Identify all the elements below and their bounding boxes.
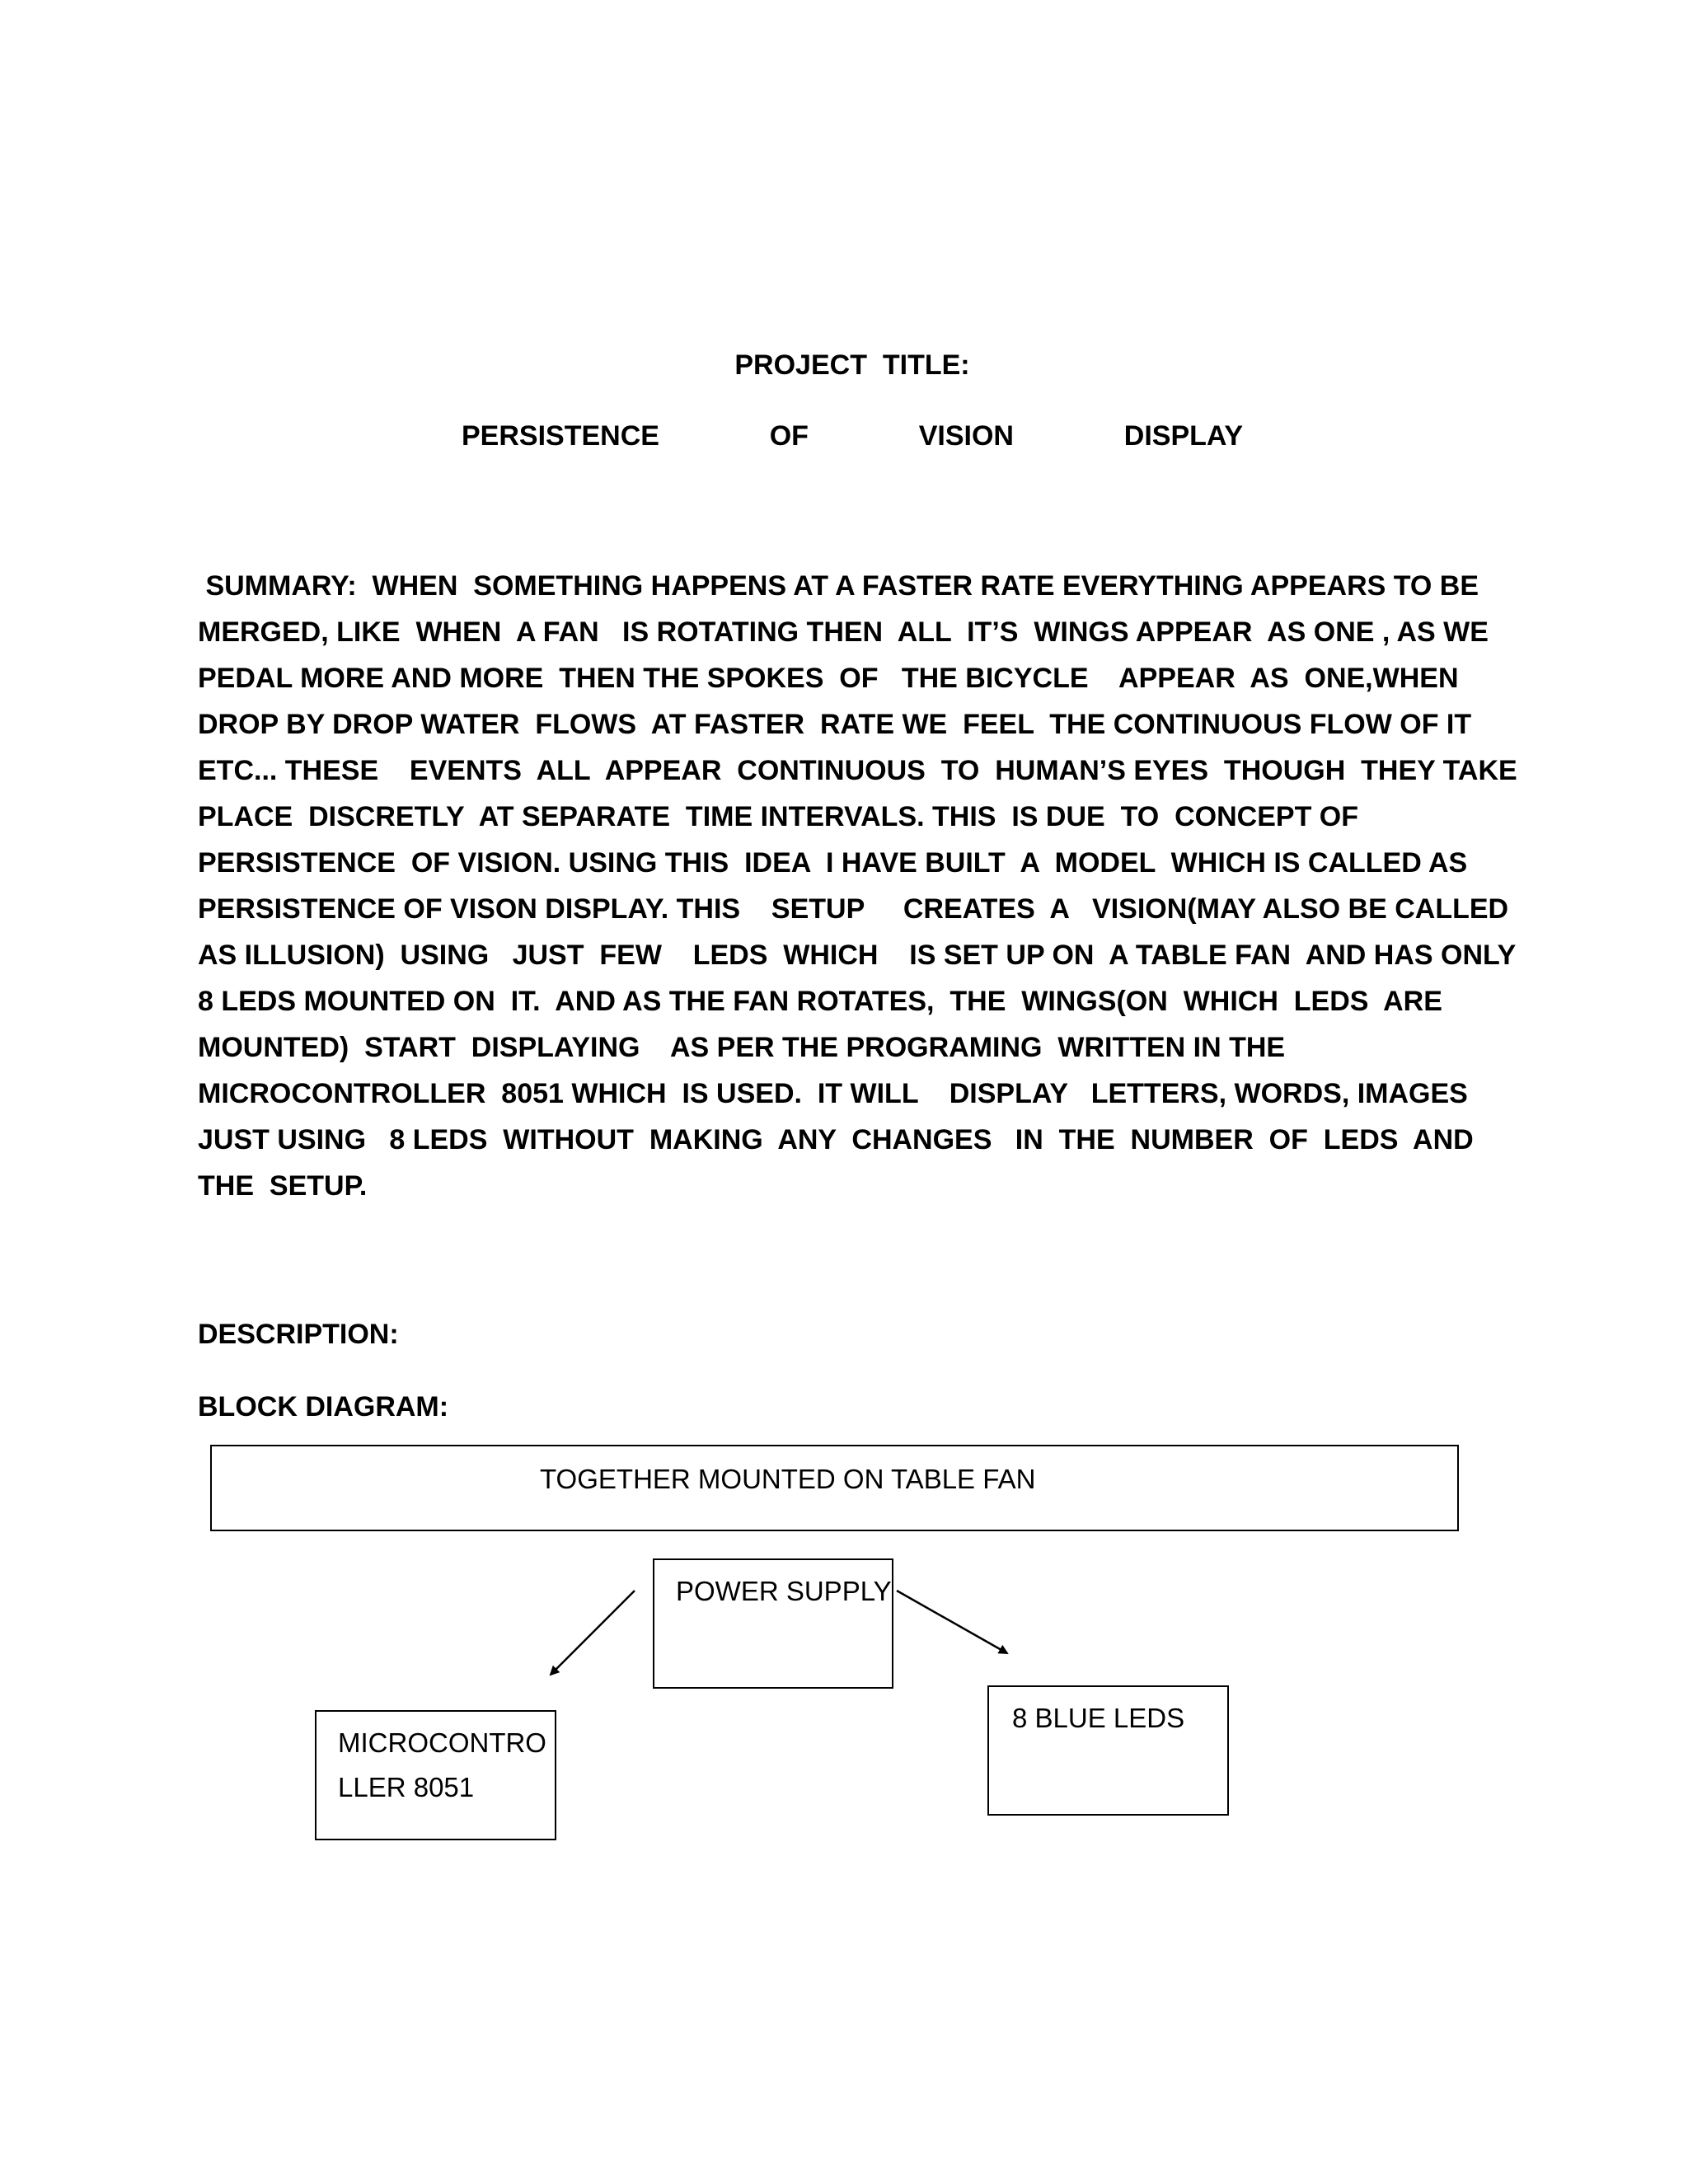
table-fan-label: TOGETHER MOUNTED ON TABLE FAN bbox=[540, 1464, 1036, 1494]
summary-line: MOUNTED) START DISPLAYING AS PER THE PROGRAMING WRITTEN IN THE bbox=[198, 1032, 1286, 1063]
power-supply-label: POWER SUPPLY bbox=[676, 1576, 892, 1606]
microcontroller-label-line-1: MICROCONTRO bbox=[338, 1727, 546, 1758]
leds-label: 8 BLUE LEDS bbox=[1012, 1703, 1185, 1733]
microcontroller-label-line-2: LLER 8051 bbox=[338, 1772, 475, 1802]
project-title: PERSISTENCE OF VISION DISPLAY bbox=[462, 420, 1243, 452]
description-heading: DESCRIPTION: bbox=[198, 1319, 399, 1350]
summary-line: PLACE DISCRETLY AT SEPARATE TIME INTERVALS. THIS IS DUE TO CONCEPT OF bbox=[198, 801, 1358, 832]
summary-line: SUMMARY: WHEN SOMETHING HAPPENS AT A FASTER RATE EVERYTHING APPEARS TO BE bbox=[198, 570, 1479, 602]
summary-line: PERSISTENCE OF VISON DISPLAY. THIS SETUP CREATES A VISION(MAY ALSO BE CALLED bbox=[198, 893, 1509, 925]
summary-line: DROP BY DROP WATER FLOWS AT FASTER RATE WE FEEL THE CONTINUOUS FLOW OF IT bbox=[198, 709, 1472, 740]
arrow-to-microcontroller bbox=[551, 1591, 635, 1675]
summary-line: PERSISTENCE OF VISION. USING THIS IDEA I HAVE BUILT A MODEL WHICH IS CALLED AS bbox=[198, 847, 1468, 879]
summary-line: THE SETUP. bbox=[198, 1170, 368, 1202]
block-diagram-heading: BLOCK DIAGRAM: bbox=[198, 1391, 449, 1422]
summary-line: AS ILLUSION) USING JUST FEW LEDS WHICH IS SET UP ON A TABLE FAN AND HAS ONLY bbox=[198, 940, 1517, 971]
project-title-label: PROJECT TITLE: bbox=[734, 349, 970, 381]
summary-line: PEDAL MORE AND MORE THEN THE SPOKES OF THE BICYCLE APPEAR AS ONE,WHEN bbox=[198, 663, 1459, 694]
summary-line: 8 LEDS MOUNTED ON IT. AND AS THE FAN ROTATES, THE WINGS(ON WHICH LEDS ARE bbox=[198, 986, 1442, 1017]
summary-line: MICROCONTROLLER 8051 WHICH IS USED. IT WILL DISPLAY LETTERS, WORDS, IMAGES bbox=[198, 1078, 1468, 1109]
summary-line: JUST USING 8 LEDS WITHOUT MAKING ANY CHANGES IN THE NUMBER OF LEDS AND bbox=[198, 1124, 1474, 1155]
arrow-to-leds bbox=[897, 1591, 1007, 1653]
summary-line: ETC... THESE EVENTS ALL APPEAR CONTINUOUS TO HUMAN’S EYES THOUGH THEY TAKE bbox=[198, 755, 1517, 786]
summary-line: MERGED, LIKE WHEN A FAN IS ROTATING THEN ALL IT’S WINGS APPEAR AS ONE , AS WE bbox=[198, 616, 1489, 648]
